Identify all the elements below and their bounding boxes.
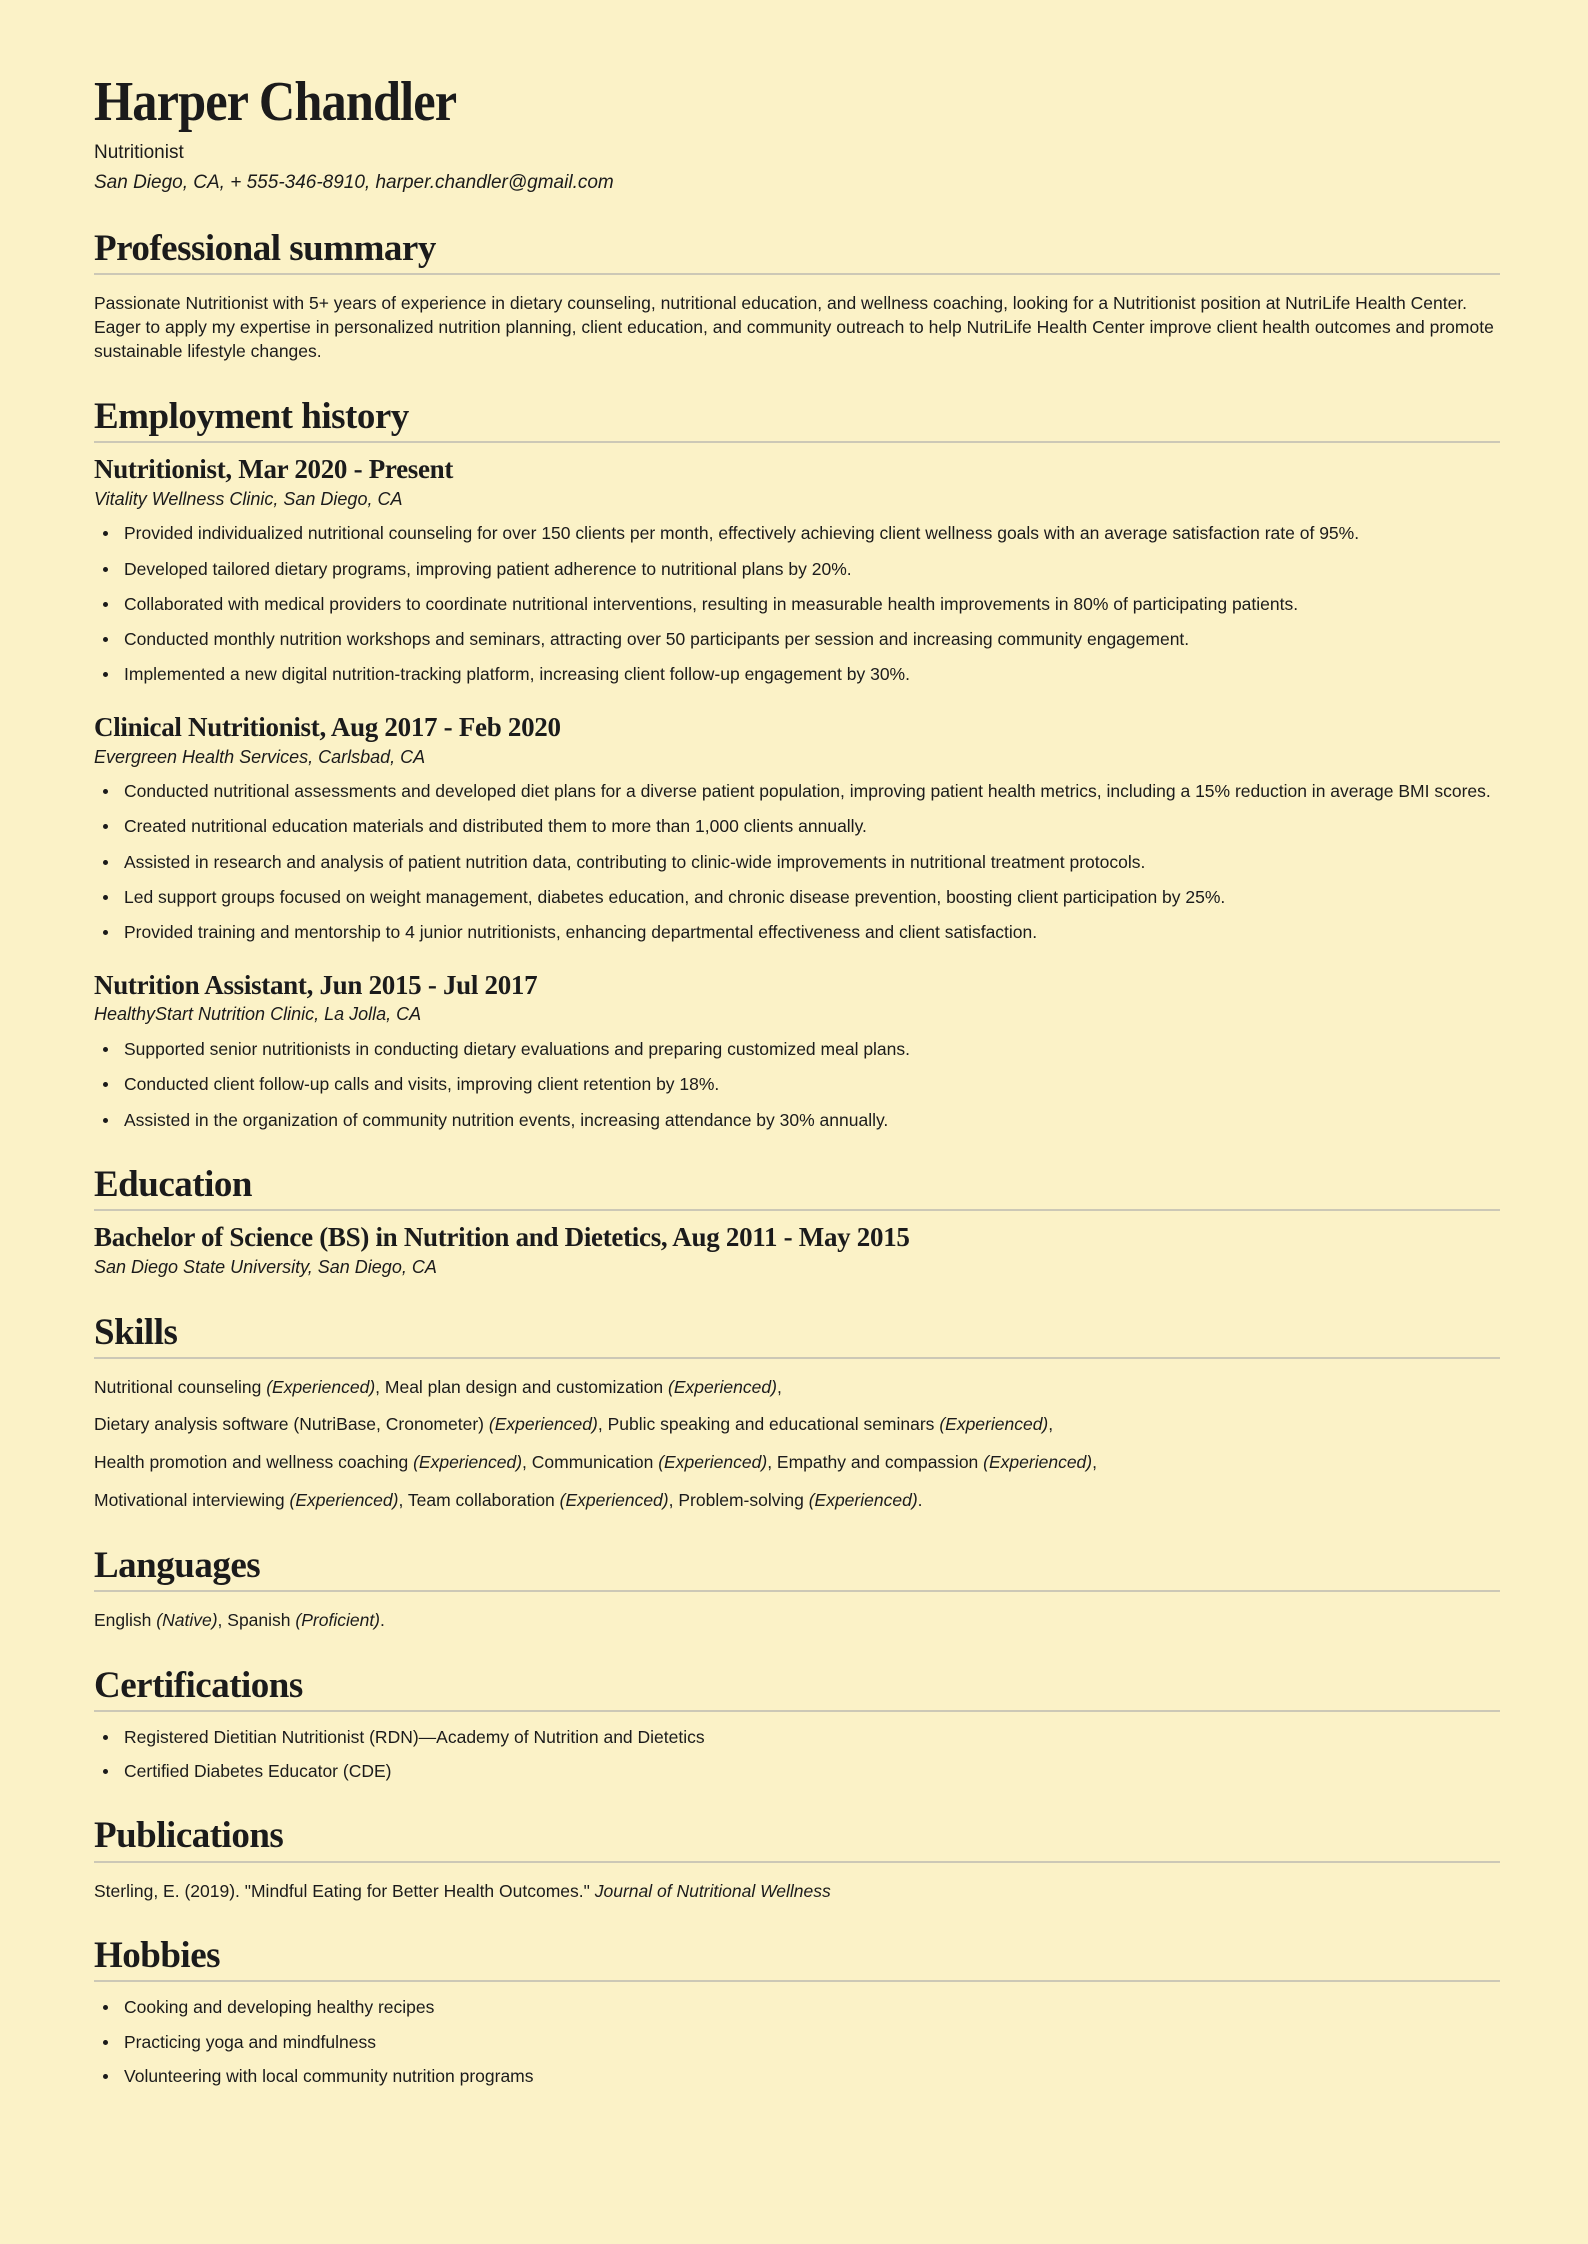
- skill-level: (Experienced): [939, 1414, 1049, 1435]
- section-rule: [94, 1590, 1500, 1592]
- resume-name: Harper Chandler: [94, 71, 457, 133]
- employment-heading: Employment history: [94, 395, 409, 437]
- publications-heading: Publications: [94, 1815, 284, 1857]
- job-bullet: Conducted client follow-up calls and visits, improving client retention by 18%.: [94, 1073, 1500, 1096]
- job-bullet: Collaborated with medical providers to coordinate nutritional interventions, resulting in measurable health improvements in 80% of participating patients.: [94, 593, 1500, 616]
- skill-item: [385, 1377, 782, 1397]
- skill-name: Meal plan design and customization: [384, 1376, 664, 1397]
- skill-item: [94, 1490, 408, 1510]
- job-bullet: Conducted monthly nutrition workshops and seminars, attracting over 50 participants per session and increasing community engagement.: [94, 628, 1500, 651]
- publication-line: [94, 1880, 1500, 1904]
- job-entry: [94, 711, 1500, 945]
- resume-header: [94, 72, 1500, 196]
- language-name: Spanish: [227, 1609, 291, 1630]
- certification-item: Certified Diabetes Educator (CDE): [94, 1760, 1500, 1783]
- skills-line: [94, 1489, 1500, 1513]
- language-separator: .: [380, 1609, 385, 1630]
- skill-item: [408, 1490, 678, 1510]
- skill-level: (Experienced): [266, 1376, 376, 1397]
- skill-name: Team collaboration: [407, 1490, 555, 1511]
- hobby-item: Cooking and developing healthy recipes: [94, 1996, 1500, 2019]
- skill-level: (Experienced): [983, 1452, 1093, 1473]
- skill-level: (Experienced): [289, 1490, 399, 1511]
- job-bullets: [94, 1038, 1500, 1132]
- jobs-list: [94, 453, 1500, 1132]
- skills-line-items: [94, 1452, 1097, 1472]
- section-rule: [94, 1209, 1500, 1211]
- job-bullet: Assisted in the organization of community nutrition events, increasing attendance by 30% annually.: [94, 1109, 1500, 1132]
- skill-item: [94, 1377, 385, 1397]
- language-level: (Proficient): [295, 1609, 381, 1630]
- job-company: Vitality Wellness Clinic, San Diego, CA: [94, 488, 403, 509]
- skill-name: Problem-solving: [678, 1490, 804, 1511]
- section-rule: [94, 441, 1500, 443]
- job-bullet: Provided individualized nutritional counseling for over 150 clients per month, effectively achieving client wellness goals with an average satisfaction rate of 95%.: [94, 522, 1500, 545]
- skill-item: [94, 1452, 532, 1472]
- skill-item: [532, 1452, 777, 1472]
- job-entry: [94, 969, 1500, 1132]
- certifications-heading: Certifications: [94, 1664, 303, 1706]
- skill-level: (Experienced): [658, 1452, 768, 1473]
- hobby-item: Volunteering with local community nutrition programs: [94, 2065, 1500, 2088]
- job-bullet: Conducted nutritional assessments and developed diet plans for a diverse patient population, improving patient health metrics, including a 15% reduction in average BMI scores.: [94, 780, 1500, 803]
- section-rule: [94, 1861, 1500, 1863]
- skill-name: Nutritional counseling: [94, 1376, 262, 1397]
- job-bullet: Implemented a new digital nutrition-tracking platform, increasing client follow-up engagement by 30%.: [94, 663, 1500, 686]
- skills-list: [94, 1376, 1500, 1513]
- skill-separator: .: [917, 1490, 923, 1511]
- resume-job-title: Nutritionist: [94, 142, 184, 164]
- languages-heading: Languages: [94, 1544, 261, 1586]
- skill-level: (Experienced): [668, 1376, 777, 1397]
- skill-separator: ,: [668, 1490, 679, 1511]
- skill-item: [777, 1452, 1097, 1472]
- job-bullet: Provided training and mentorship to 4 junior nutritionists, enhancing departmental effectiveness and client satisfaction.: [94, 921, 1500, 944]
- education-degree: Bachelor of Science (BS) in Nutrition and Dietetics, Aug 2011 - May 2015: [94, 1221, 910, 1252]
- hobby-item: Practicing yoga and mindfulness: [94, 2031, 1500, 2054]
- skills-heading: Skills: [94, 1311, 178, 1353]
- section-rule: [94, 273, 1500, 275]
- hobbies-heading: Hobbies: [94, 1935, 221, 1977]
- certifications-list: [94, 1726, 1500, 1784]
- contact-line: San Diego, CA, + 555-346-8910, harper.chandler@gmail.com: [94, 172, 614, 194]
- skill-name: Motivational interviewing: [94, 1490, 285, 1511]
- education-heading: Education: [94, 1163, 252, 1205]
- skill-level: (Experienced): [808, 1490, 918, 1511]
- job-company: HealthyStart Nutrition Clinic, La Jolla, CA: [94, 1004, 422, 1025]
- skills-line-items: [94, 1414, 1053, 1434]
- section-summary: [94, 226, 1500, 364]
- language-name: English: [94, 1609, 152, 1630]
- skills-line: [94, 1376, 1500, 1400]
- language-separator: ,: [217, 1609, 228, 1630]
- skill-separator: ,: [1092, 1452, 1097, 1473]
- section-employment: [94, 394, 1500, 1132]
- summary-text: Passionate Nutritionist with 5+ years of experience in dietary counseling, nutritional education, and wellness coaching, looking for a Nutritionist position at NutriLife Health Center. Eager to apply my expertise in personalized nutrition planning, client education, and community outreach to help NutriLife Health Center improve client health outcomes and promote sustainable lifestyle changes.: [94, 293, 1494, 361]
- section-certifications: [94, 1663, 1500, 1784]
- education-school: San Diego State University, San Diego, CA: [94, 1256, 437, 1277]
- skill-item: [94, 1414, 608, 1434]
- summary-heading: Professional summary: [94, 228, 436, 270]
- skills-line-items: [94, 1377, 782, 1397]
- skill-name: Empathy and compassion: [776, 1452, 979, 1473]
- job-bullets: [94, 780, 1500, 944]
- languages-line: [94, 1609, 1500, 1633]
- skill-name: Dietary analysis software (NutriBase, Cronometer): [94, 1414, 484, 1435]
- skill-separator: ,: [522, 1452, 532, 1473]
- job-bullet: Created nutritional education materials and distributed them to more than 1,000 clients annually.: [94, 815, 1500, 838]
- section-rule: [94, 1710, 1500, 1712]
- job-title: Nutrition Assistant, Jun 2015 - Jul 2017: [94, 969, 538, 1000]
- publication-citation: Sterling, E. (2019). "Mindful Eating for Better Health Outcomes.": [94, 1880, 590, 1901]
- section-rule: [94, 1980, 1500, 1982]
- skill-separator: ,: [398, 1490, 408, 1511]
- job-bullet: Assisted in research and analysis of patient nutrition data, contributing to clinic-wide improvements in nutritional treatment protocols.: [94, 851, 1500, 874]
- skill-separator: ,: [597, 1414, 608, 1435]
- skill-level: (Experienced): [488, 1414, 598, 1435]
- certification-item: Registered Dietitian Nutritionist (RDN)—Academy of Nutrition and Dietetics: [94, 1726, 1500, 1749]
- skill-item: [608, 1414, 1054, 1434]
- skill-name: Health promotion and wellness coaching: [94, 1452, 409, 1473]
- skills-line: [94, 1413, 1500, 1437]
- section-skills: [94, 1310, 1500, 1513]
- skills-line: [94, 1451, 1500, 1475]
- job-title: Clinical Nutritionist, Aug 2017 - Feb 2020: [94, 711, 561, 742]
- job-bullet: Led support groups focused on weight management, diabetes education, and chronic disease prevention, boosting client participation by 25%.: [94, 886, 1500, 909]
- skill-separator: ,: [776, 1376, 782, 1397]
- hobbies-list: [94, 1996, 1500, 2088]
- skill-item: [678, 1490, 922, 1510]
- language-level: (Native): [156, 1609, 218, 1630]
- skill-separator: ,: [767, 1452, 777, 1473]
- job-company: Evergreen Health Services, Carlsbad, CA: [94, 746, 426, 767]
- section-rule: [94, 1357, 1500, 1359]
- job-bullets: [94, 522, 1500, 686]
- section-education: [94, 1162, 1500, 1280]
- education-entry: [94, 1221, 1500, 1280]
- language-item: [227, 1610, 385, 1630]
- skill-level: (Experienced): [559, 1490, 669, 1511]
- job-title: Nutritionist, Mar 2020 - Present: [94, 453, 454, 484]
- skills-line-items: [94, 1490, 923, 1510]
- job-bullet: Developed tailored dietary programs, improving patient adherence to nutritional plans by 20%.: [94, 558, 1500, 581]
- education-list: [94, 1221, 1500, 1280]
- skill-name: Communication: [531, 1452, 654, 1473]
- section-hobbies: [94, 1933, 1500, 2088]
- skill-level: (Experienced): [413, 1452, 523, 1473]
- section-publications: [94, 1813, 1500, 1903]
- skill-name: Public speaking and educational seminars: [607, 1414, 935, 1435]
- language-item: [94, 1610, 227, 1630]
- publication-journal: Journal of Nutritional Wellness: [594, 1880, 831, 1901]
- skill-separator: ,: [1048, 1414, 1054, 1435]
- job-bullet: Supported senior nutritionists in conducting dietary evaluations and preparing customized meal plans.: [94, 1038, 1500, 1061]
- skill-separator: ,: [375, 1376, 385, 1397]
- job-entry: [94, 453, 1500, 687]
- section-languages: [94, 1543, 1500, 1633]
